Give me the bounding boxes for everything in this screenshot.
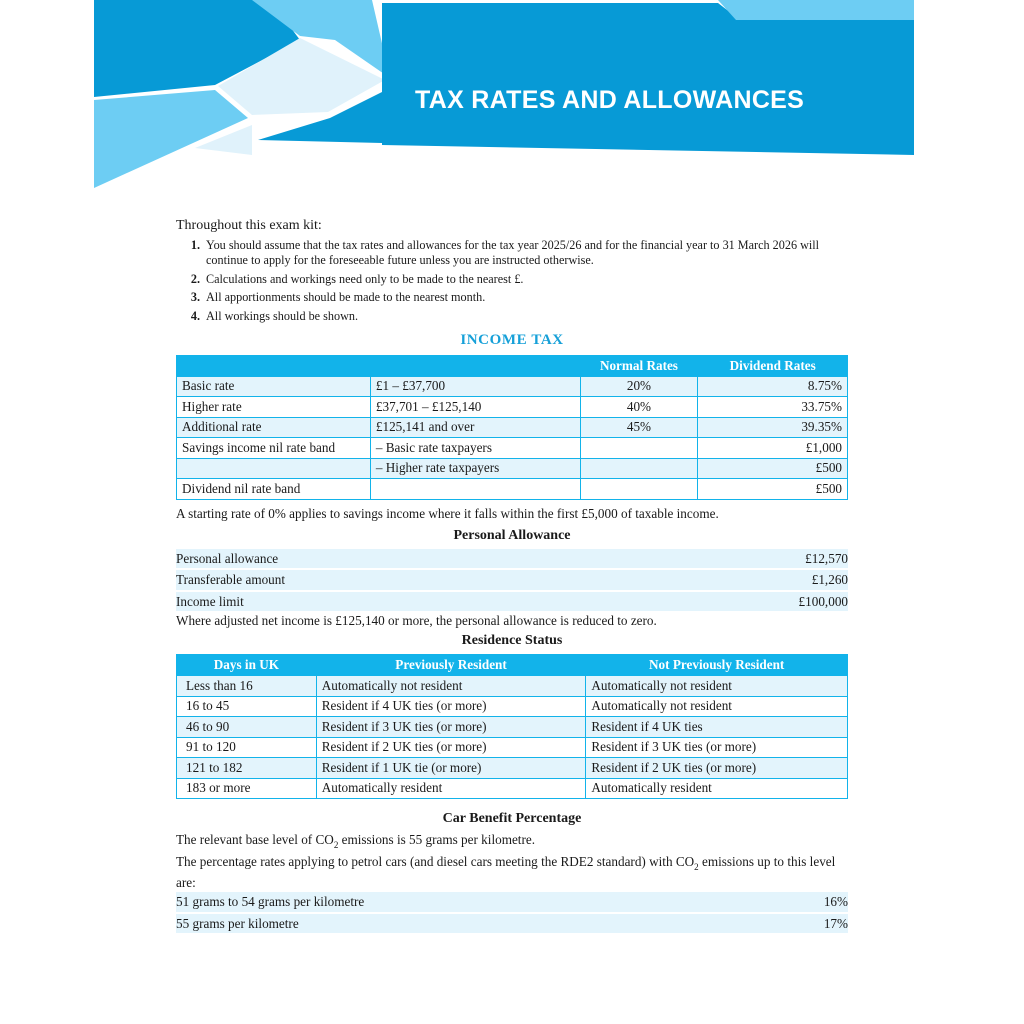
banner-shape-main xyxy=(382,3,914,155)
table-row: Less than 16 Automatically not resident Automatically not resident xyxy=(177,676,848,697)
list-item: 3. All apportionments should be made to the nearest month. xyxy=(190,290,486,304)
list-item: Personal allowance £12,570 xyxy=(176,549,848,569)
list-item: Transferable amount £1,260 xyxy=(176,570,848,590)
income-tax-table xyxy=(176,355,848,500)
table-row: 183 or more Automatically resident Automatically resident xyxy=(177,778,848,799)
table-row: Savings income nil rate band – Basic rate taxpayers £1,000 xyxy=(177,438,848,459)
list-item: 51 grams to 54 grams per kilometre 16% xyxy=(176,892,848,912)
residence-status-title: Residence Status xyxy=(461,633,563,648)
starting-rate-note: A starting rate of 0% applies to savings income where it falls within the first £5,000 of taxable income. xyxy=(176,505,719,521)
intro-text: Throughout this exam kit: xyxy=(176,218,322,233)
table-row: Basic rate £1 – £37,700 20% 8.75% xyxy=(177,376,848,397)
table-row: 16 to 45 Resident if 4 UK ties (or more) Automatically not resident xyxy=(177,696,848,717)
page-title: TAX RATES AND ALLOWANCES xyxy=(415,86,805,114)
list-item: 4. All workings should be shown. xyxy=(190,308,359,323)
table-header-row: Days in UK Previously Resident Not Previously Resident xyxy=(177,655,848,676)
table-row: Dividend nil rate band £500 xyxy=(177,479,848,500)
car-benefit-title: Car Benefit Percentage xyxy=(442,811,582,826)
banner-shape-top-right xyxy=(718,0,914,20)
list-item: Income limit £100,000 xyxy=(176,592,848,612)
income-tax-title: INCOME TAX xyxy=(460,331,564,348)
table-row: 91 to 120 Resident if 2 UK ties (or more) Resident if 3 UK ties (or more) xyxy=(177,737,848,758)
list-item: 55 grams per kilometre 17% xyxy=(176,914,848,934)
table-row: 121 to 182 Resident if 1 UK tie (or more) Resident if 2 UK ties (or more) xyxy=(177,758,848,779)
table-header-row: Normal Rates Dividend Rates xyxy=(177,355,848,376)
page-content xyxy=(176,218,848,935)
table-row: 46 to 90 Resident if 3 UK ties (or more) Resident if 4 UK ties xyxy=(177,717,848,738)
car-benefit-base-text: The relevant base level of $CO_2$ emissions is 55 grams per kilometre. xyxy=(176,832,536,850)
personal-allowance-title: Personal Allowance xyxy=(453,527,571,543)
table-row: Higher rate £37,701 – £125,140 40% 33.75% xyxy=(177,397,848,418)
list-item: 1. You should assume that the tax rates and allowances for the tax year 2025/26 and for the financial year to 31 March 2026 will continue to apply for the foreseeable future unless you are instructed otherwise. xyxy=(190,238,820,267)
rules-list xyxy=(176,238,848,324)
table-row: Additional rate £125,141 and over 45% 39.35% xyxy=(177,417,848,438)
residence-table xyxy=(176,654,848,799)
car-benefit-rates-text: The percentage rates applying to petrol cars (and diesel cars meeting the RDE2 standard) with $CO_2$ emissions up to this level are: xyxy=(176,854,836,890)
personal-allowance-note: Where adjusted net income is £125,140 or more, the personal allowance is reduced to zero. xyxy=(176,613,657,628)
table-row: – Higher rate taxpayers £500 xyxy=(177,458,848,479)
list-item: 2. Calculations and workings need only to be made to the nearest £. xyxy=(190,271,524,286)
